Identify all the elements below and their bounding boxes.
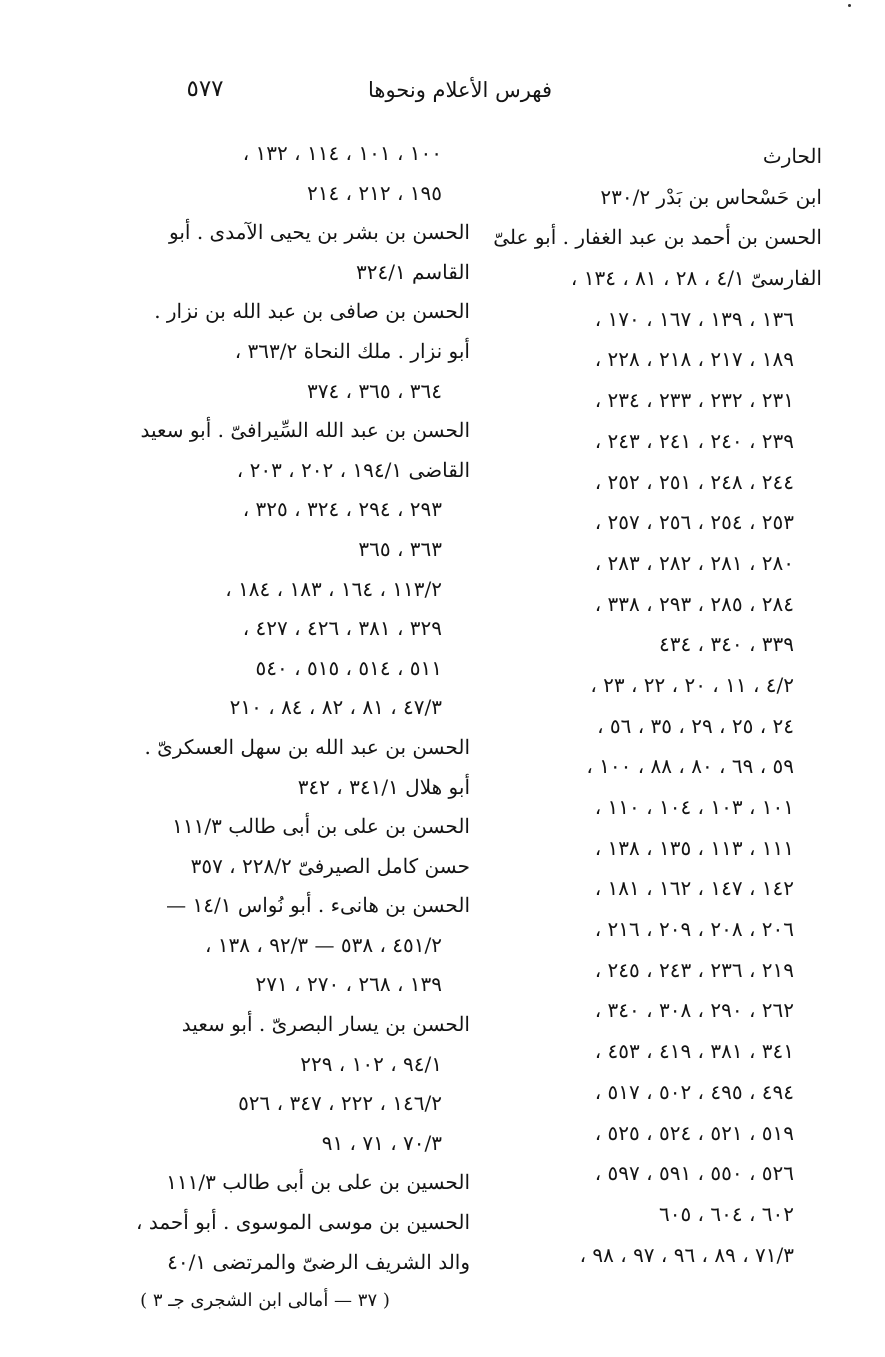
page-number: ٥٧٧ bbox=[186, 76, 224, 102]
index-line: ٢٠٦ ، ٢٠٨ ، ٢٠٩ ، ٢١٦ ، bbox=[594, 917, 794, 942]
index-line: الحسن بن هانىء . أبو نُواس ١٤/١ — bbox=[166, 893, 470, 918]
index-line: ١٠٠ ، ١٠١ ، ١١٤ ، ١٣٢ ، bbox=[242, 141, 442, 165]
index-line: أبو نزار . ملك النحاة ٣٦٣/٢ ، bbox=[234, 338, 470, 363]
index-line: ٦٠٢ ، ٦٠٤ ، ٦٠٥ bbox=[658, 1201, 794, 1226]
index-line: ٢٩٣ ، ٢٩٤ ، ٣٢٤ ، ٣٢٥ ، bbox=[242, 497, 442, 522]
index-line: الحسن بن بشر بن يحيى الآمدى . أبو bbox=[169, 220, 470, 245]
index-line: ٤٩٤ ، ٤٩٥ ، ٥٠٢ ، ٥١٧ ، bbox=[594, 1079, 794, 1104]
index-line: أبو هلال ٣٤١/١ ، ٣٤٢ bbox=[297, 774, 470, 799]
index-line: الحسن بن صافى بن عبد الله بن نزار . bbox=[154, 299, 470, 324]
index-line: ١٤٦/٢ ، ٢٢٢ ، ٣٤٧ ، ٥٢٦ bbox=[238, 1091, 442, 1116]
running-header-title: فهرس الأعلام ونحوها bbox=[367, 78, 553, 102]
index-line: ٢٤ ، ٢٥ ، ٢٩ ، ٣٥ ، ٥٦ ، bbox=[597, 713, 794, 738]
index-column-left bbox=[130, 134, 470, 1282]
index-line: الحارث bbox=[762, 144, 822, 168]
index-line: ١٠١ ، ١٠٣ ، ١٠٤ ، ١١٠ ، bbox=[594, 795, 794, 819]
index-line: الحسن بن عبد الله بن سهل العسكرىّ . bbox=[144, 734, 470, 759]
index-line: الحسن بن عبد الله السِّيرافىّ . أبو سعيد bbox=[140, 418, 470, 443]
index-line: ١٨٩ ، ٢١٧ ، ٢١٨ ، ٢٢٨ ، bbox=[594, 347, 794, 372]
index-line: ٥١٩ ، ٥٢١ ، ٥٢٤ ، ٥٢٥ ، bbox=[594, 1120, 794, 1145]
index-line: ٥٢٦ ، ٥٥٠ ، ٥٩١ ، ٥٩٧ ، bbox=[594, 1161, 794, 1186]
scan-speck bbox=[848, 4, 851, 7]
index-line: ابن حَسْحاس بن بَدْر ٢٣٠/٢ bbox=[600, 184, 822, 209]
index-column-right bbox=[492, 136, 822, 1275]
index-line: ٧١/٣ ، ٨٩ ، ٩٦ ، ٩٧ ، ٩٨ ، bbox=[579, 1242, 794, 1267]
index-line: ٧٠/٣ ، ٧١ ، ٩١ bbox=[321, 1130, 442, 1155]
index-line: ٣٦٤ ، ٣٦٥ ، ٣٧٤ bbox=[306, 378, 442, 403]
index-line: ١٣٩ ، ٢٦٨ ، ٢٧٠ ، ٢٧١ bbox=[255, 972, 442, 997]
index-line: ٣٢٩ ، ٣٨١ ، ٤٢٦ ، ٤٢٧ ، bbox=[242, 616, 442, 641]
index-line: ٤٧/٣ ، ٨١ ، ٨٢ ، ٨٤ ، ٢١٠ bbox=[229, 695, 442, 720]
index-line: ١١٣/٢ ، ١٦٤ ، ١٨٣ ، ١٨٤ ، bbox=[225, 576, 442, 601]
index-line: ٥٩ ، ٦٩ ، ٨٠ ، ٨٨ ، ١٠٠ ، bbox=[586, 754, 794, 779]
index-line: الفارسىّ ٤/١ ، ٢٨ ، ٨١ ، ١٣٤ ، bbox=[570, 266, 822, 291]
index-line: الحسين بن على بن أبى طالب ١١١/٣ bbox=[166, 1170, 470, 1195]
index-line: ١١١ ، ١١٣ ، ١٣٥ ، ١٣٨ ، bbox=[594, 835, 794, 860]
index-line: ٣٦٣ ، ٣٦٥ bbox=[358, 536, 442, 561]
footer-signature: ( ٣٧ — أمالى ابن الشجرى جـ ٣ ) bbox=[140, 1290, 390, 1311]
index-line: الحسن بن على بن أبى طالب ١١١/٣ bbox=[172, 814, 470, 839]
index-line: الحسن بن يسار البصرىّ . أبو سعيد bbox=[181, 1012, 470, 1037]
index-line: ١٤٢ ، ١٤٧ ، ١٦٢ ، ١٨١ ، bbox=[594, 876, 794, 901]
index-line: ٣٤١ ، ٣٨١ ، ٤١٩ ، ٤٥٣ ، bbox=[594, 1039, 794, 1064]
index-line: ٤/٢ ، ١١ ، ٢٠ ، ٢٢ ، ٢٣ ، bbox=[590, 672, 794, 697]
index-line: ٩٤/١ ، ١٠٢ ، ٢٢٩ bbox=[300, 1051, 442, 1076]
index-line: ١٩٥ ، ٢١٢ ، ٢١٤ bbox=[306, 180, 442, 205]
index-line: ٢٥٣ ، ٢٥٤ ، ٢٥٦ ، ٢٥٧ ، bbox=[594, 510, 794, 535]
index-line: ٥١١ ، ٥١٤ ، ٥١٥ ، ٥٤٠ bbox=[255, 655, 442, 680]
index-line: والد الشريف الرضىّ والمرتضى ٤٠/١ bbox=[167, 1249, 470, 1274]
index-line: ١٣٦ ، ١٣٩ ، ١٦٧ ، ١٧٠ ، bbox=[594, 306, 794, 331]
index-line: ٢٣١ ، ٢٣٢ ، ٢٣٣ ، ٢٣٤ ، bbox=[594, 388, 794, 413]
index-line: الحسن بن أحمد بن عبد الغفار . أبو علىّ bbox=[493, 225, 822, 250]
index-line: ٢٨٤ ، ٢٨٥ ، ٢٩٣ ، ٣٣٨ ، bbox=[594, 591, 794, 616]
index-line: ٢٣٩ ، ٢٤٠ ، ٢٤١ ، ٢٤٣ ، bbox=[594, 428, 794, 453]
index-line: ٣٣٩ ، ٣٤٠ ، ٤٣٤ bbox=[658, 632, 794, 657]
index-line: ٢٦٢ ، ٢٩٠ ، ٣٠٨ ، ٣٤٠ ، bbox=[594, 998, 794, 1023]
index-line: حسن كامل الصيرفىّ ٢٢٨/٢ ، ٣٥٧ bbox=[190, 853, 470, 878]
index-line: ٢١٩ ، ٢٣٦ ، ٢٤٣ ، ٢٤٥ ، bbox=[594, 957, 794, 982]
index-line: الحسين بن موسى الموسوى . أبو أحمد ، bbox=[136, 1210, 470, 1235]
index-line: القاضى ١٩٤/١ ، ٢٠٢ ، ٢٠٣ ، bbox=[236, 457, 470, 482]
index-line: القاسم ٣٢٤/١ bbox=[355, 259, 470, 284]
index-line: ٢٨٠ ، ٢٨١ ، ٢٨٢ ، ٢٨٣ ، bbox=[594, 550, 794, 575]
index-line: ٤٥١/٢ ، ٥٣٨ — ٩٢/٣ ، ١٣٨ ، bbox=[204, 932, 442, 957]
index-line: ٢٤٤ ، ٢٤٨ ، ٢٥١ ، ٢٥٢ ، bbox=[594, 469, 794, 494]
